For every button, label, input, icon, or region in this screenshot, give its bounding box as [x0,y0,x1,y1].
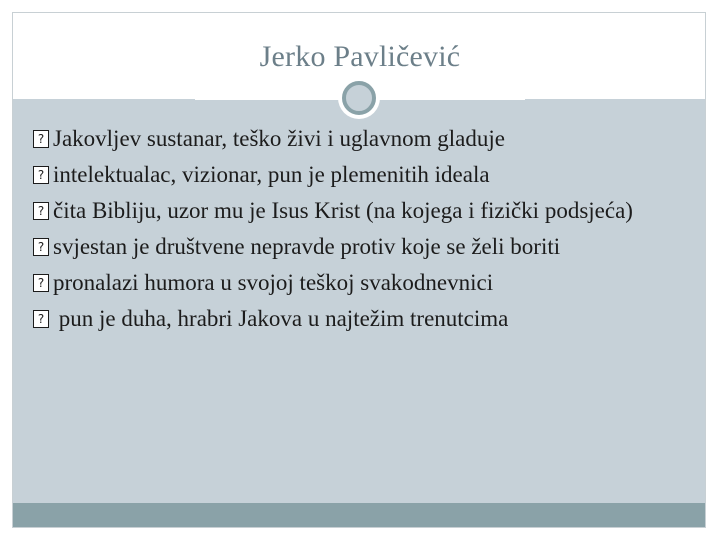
bullet-item [33,196,683,225]
bullet-text: čita Bibliju, uzor mu je Isus Krist (na kojega i fizički podsjeća) [53,198,633,223]
bullet-text: pun je duha, hrabri Jakova u najtežim trenutcima [53,306,509,331]
bullet-marker-icon [33,238,49,256]
bullet-item [33,268,683,297]
ring-ornament-icon [338,77,380,119]
bullet-text: intelektualac, vizionar, pun je plemenitih ideala [53,162,490,187]
bullet-marker-icon [33,166,49,184]
bullet-marker-icon [33,130,49,148]
footer-bar [13,503,705,527]
bullet-marker-icon [33,274,49,292]
bullet-marker-icon [33,202,49,220]
bullet-marker-icon [33,310,49,328]
bullet-item [33,124,683,153]
bullet-list [33,124,683,340]
bullet-item [33,160,683,189]
bullet-text: pronalazi humora u svojoj teškoj svakodnevnici [53,270,494,295]
slide-title: Jerko Pavličević [259,40,461,73]
bullet-text: svjestan je društvene nepravde protiv koje se želi boriti [53,234,561,259]
ring-inner [342,81,376,115]
bullet-text: Jakovljev sustanar, teško živi i uglavnom gladuje [53,126,505,151]
bullet-item [33,304,683,333]
bullet-item [33,232,683,261]
